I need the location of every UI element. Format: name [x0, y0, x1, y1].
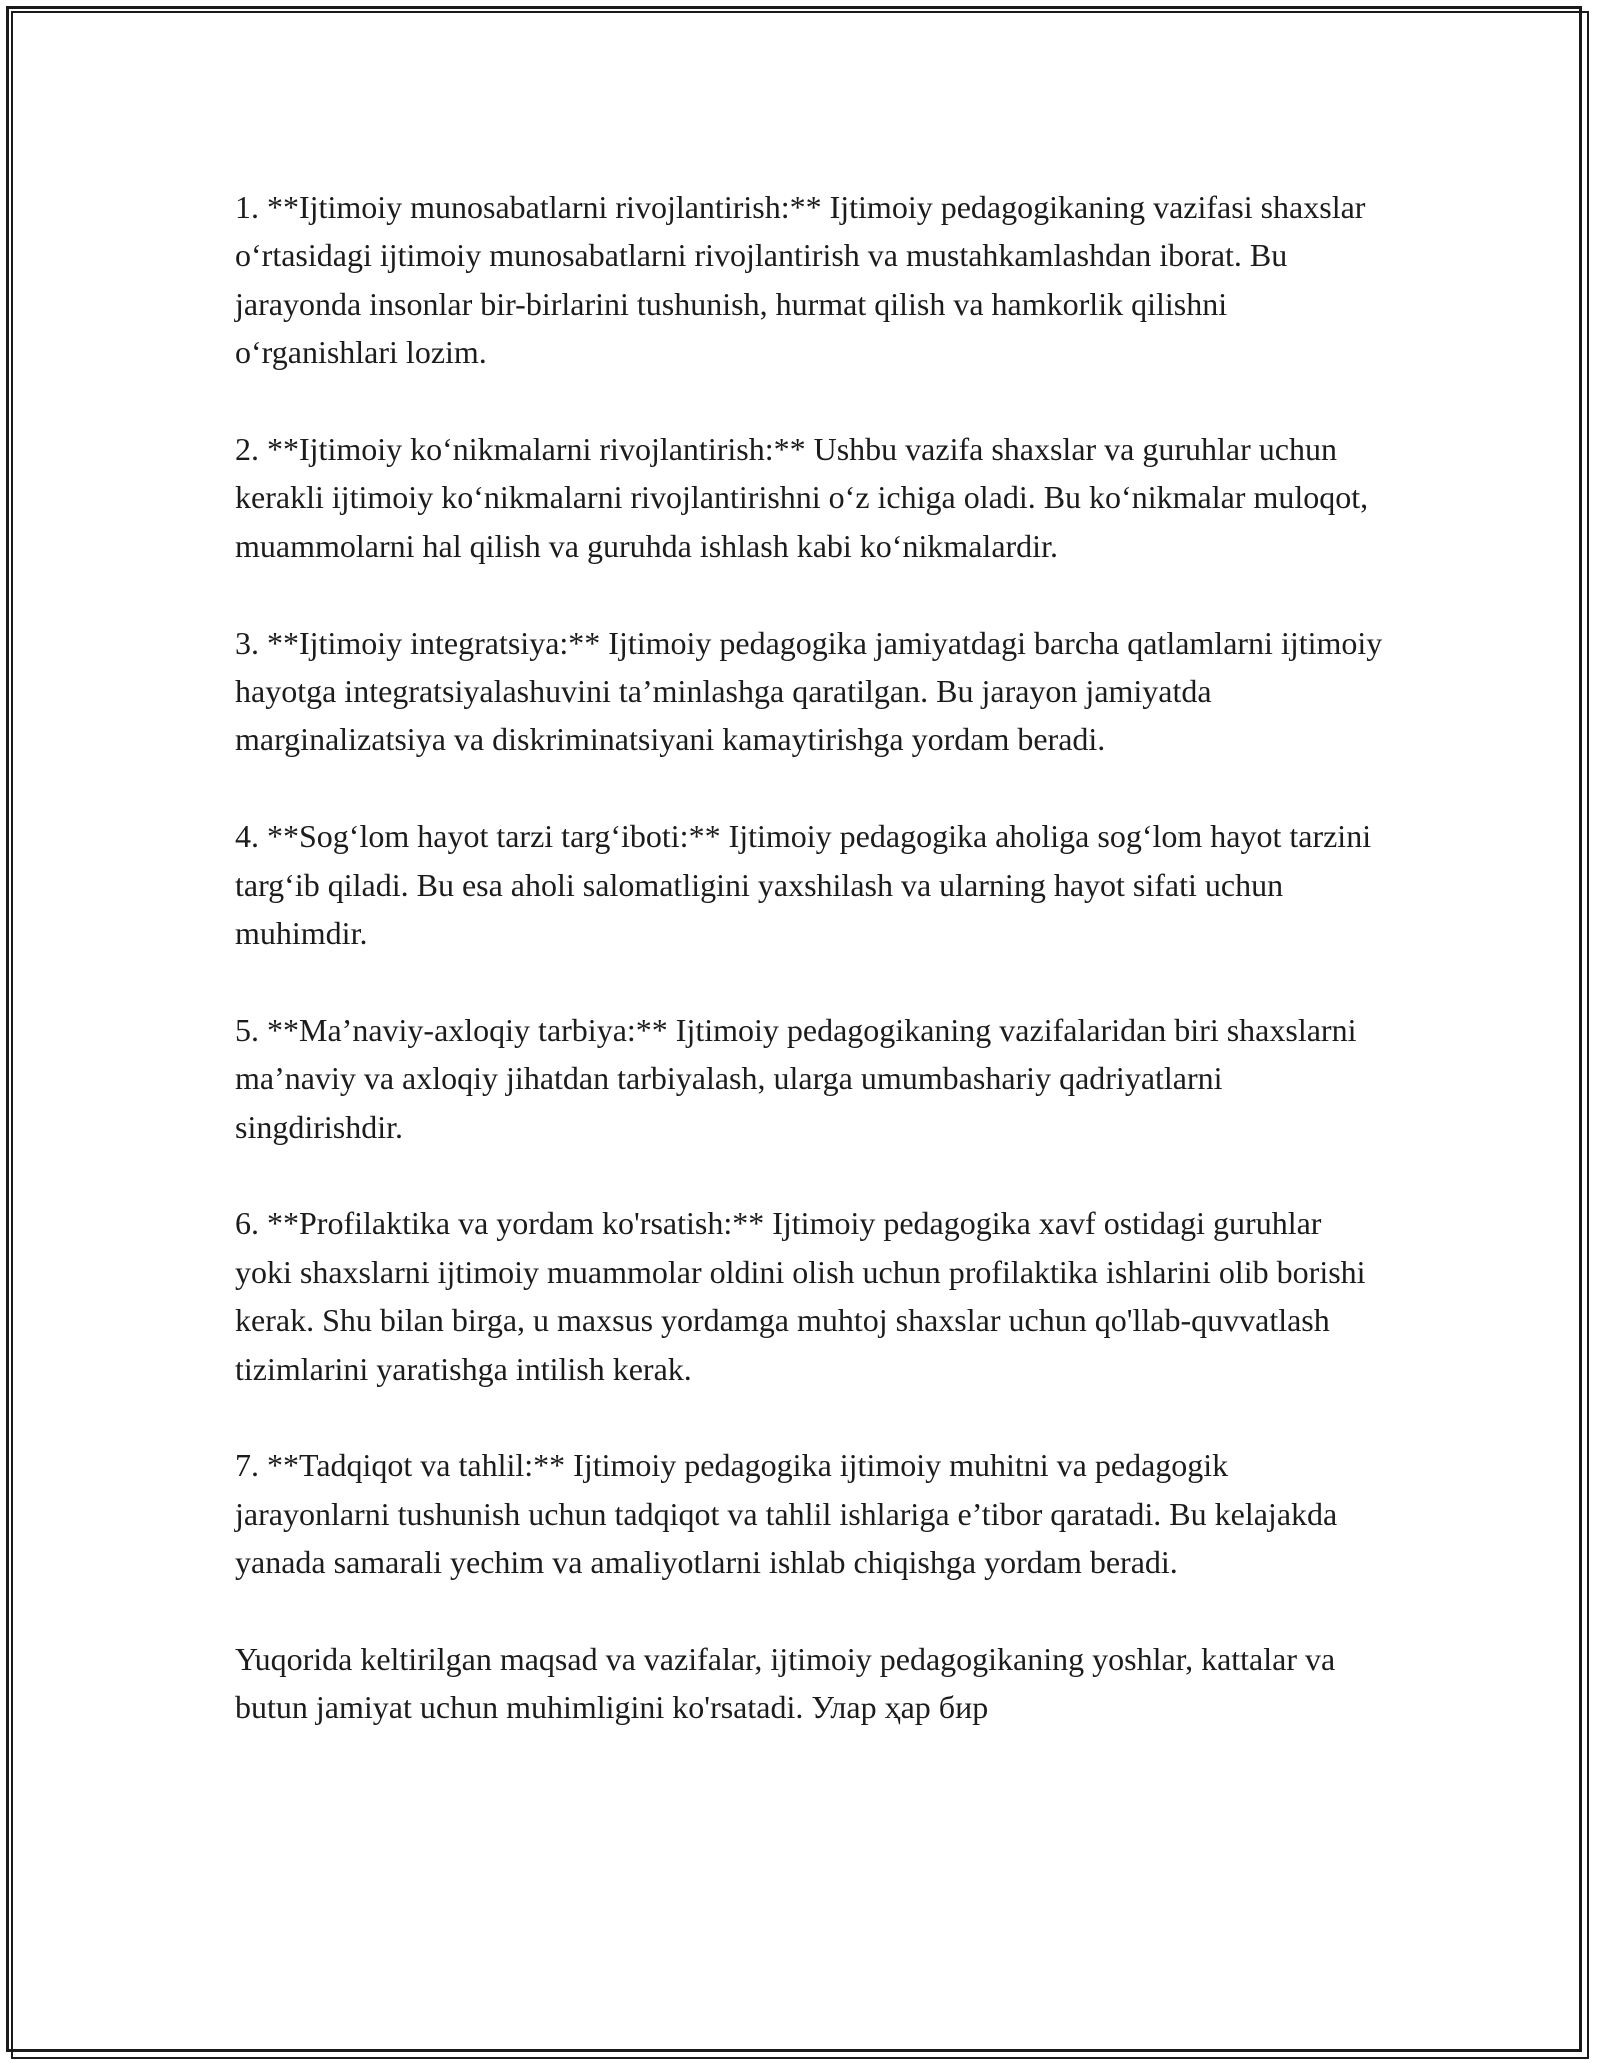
- paragraph-item-6: 6. **Profilaktika va yordam ko'rsatish:** Ijtimoiy pedagogika xavf ostidagi guruhlar yoki shaxslarni ijtimoiy muammolar oldini olish uchun profilaktika ishlarini olib borishi kerak. Shu bilan birga, u maxsus yordamga muhtoj shaxslar uchun qo'llab-quvvatlash tizimlarini yaratishga intilish kerak.: [235, 1205, 1366, 1387]
- paragraph-item-3: 3. **Ijtimoiy integratsiya:** Ijtimoiy pedagogika jamiyatdagi barcha qatlamlarni ijtimoiy hayotga integratsiyalashuvini ta’minlashga qaratilgan. Bu jarayon jamiyatda marginalizatsiya va diskriminatsiyani kamaytirishga yordam beradi.: [235, 624, 1383, 758]
- paragraph-item-4: 4. **Sogʻlom hayot tarzi targʻiboti:** Ijtimoiy pedagogika aholiga sogʻlom hayot tarzini targʻib qiladi. Bu esa aholi salomatligini yaxshilash va ularning hayot sifati uchun muhimdir.: [235, 818, 1372, 952]
- paragraph-conclusion: Yuqorida keltirilgan maqsad va vazifalar, ijtimoiy pedagogikaning yoshlar, kattalar va butun jamiyat uchun muhimligini ko'rsatadi. Улар ҳар бир: [235, 1641, 1336, 1726]
- document-body: [235, 183, 1385, 1732]
- paragraph-item-5: 5. **Ma’naviy-axloqiy tarbiya:** Ijtimoiy pedagogikaning vazifalaridan biri shaxslarni ma’naviy va axloqiy jihatdan tarbiyalash, ularga umumbashariy qadriyatlarni singdirishdir.: [235, 1011, 1357, 1145]
- paragraph-item-2: 2. **Ijtimoiy koʻnikmalarni rivojlantirish:** Ushbu vazifa shaxslar va guruhlar uchun kerakli ijtimoiy koʻnikmalarni rivojlantirishni oʻz ichiga oladi. Bu koʻnikmalar muloqot, muammolarni hal qilish va guruhda ishlash kabi koʻnikmalardir.: [235, 431, 1369, 564]
- paragraph-item-1: 1. **Ijtimoiy munosabatlarni rivojlantirish:** Ijtimoiy pedagogikaning vazifasi shaxslar oʻrtasidagi ijtimoiy munosabatlarni rivojlantirish va mustahkamlashdan iborat. Bu jarayonda insonlar bir-birlarini tushunish, hurmat qilish va hamkorlik qilishni oʻrganishlari lozim.: [235, 189, 1366, 371]
- paragraph-item-7: 7. **Tadqiqot va tahlil:** Ijtimoiy pedagogika ijtimoiy muhitni va pedagogik jarayonlarni tushunish uchun tadqiqot va tahlil ishlariga e’tibor qaratadi. Bu kelajakda yanada samarali yechim va amaliyotlarni ishlab chiqishga yordam beradi.: [235, 1447, 1338, 1581]
